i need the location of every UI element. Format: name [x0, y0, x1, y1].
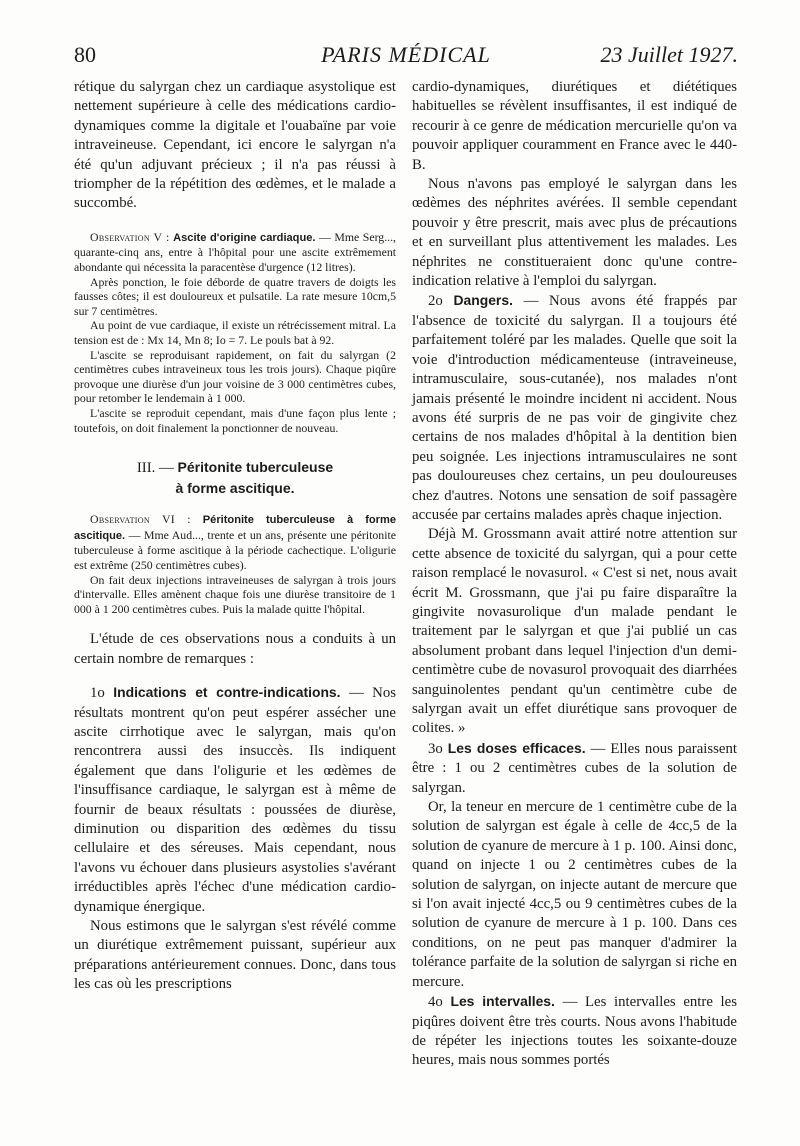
page-header	[74, 42, 738, 76]
point-2-title: Dangers.	[453, 292, 513, 309]
point-2-text: — Nous avons été frappés par l'absence de toxicité du salyrgan. Il a toujours été parfaitement toléré par les malades. Quelle que soit la voie d'introduction médicamenteuse (intraveineuse, intramusculaire, sous-cutanée), nos malades n'ont jamais présenté le moindre incident ni accident. Nous avons été surpris de ne pas voir de gingivite chez certains de nos malades d'hôpital à la dentition bien peu soignée. Les injections intramusculaires ne sont pas douloureuses chez certains, un peu douloureuses chez d'autres. Notons une sensation de soif passagère accusée par certains malades après chaque injection.	[412, 293, 737, 523]
point-3-number: 3o	[428, 740, 443, 757]
observation-6-intro	[74, 512, 396, 572]
page-number: 80	[74, 42, 96, 67]
section-3-subtitle: à forme ascitique.	[175, 480, 295, 497]
observation-5-para: L'ascite se reproduit cependant, mais d'une façon plus lente ; toutefois, on doit finalement la ponctionner de nouveau.	[74, 405, 396, 435]
point-4-title: Les intervalles.	[450, 993, 555, 1010]
observation-5-para: Après ponction, le foie déborde de quatre travers de doigts les fausses côtes; il est douloureux et pulsatile. La rate mesure 10cm,5 sur 7 centimètres.	[74, 274, 396, 318]
point-3-text: — Elles nous paraissent être : 1 ou 2 centimètres cubes de la solution de salyrgan.	[412, 740, 738, 796]
point-3-doses	[412, 739, 737, 798]
point-1-indications	[74, 683, 396, 917]
observation-6	[74, 512, 396, 616]
paragraph-remarques: L'étude de ces observations nous a conduits à un certain nombre de remarques :	[74, 631, 396, 667]
observation-5-para: Au point de vue cardiaque, il existe un rétrécissement mitral. La tension est de : Mx 14, Mn 8; Io = 7. Le pouls bat à 92.	[74, 318, 396, 347]
paragraph-continuation: cardio-dynamiques, diurétiques et diététiques habituelles se révèlent insuffisantes, il est indiqué de recourir à ce genre de médication mercurielle qu'on va pouvoir appliquer couramment en France avec le 440-B.	[412, 79, 737, 173]
left-column	[74, 78, 396, 995]
section-3-number: III. —	[136, 460, 174, 477]
observation-6-title: Péritonite tuberculeuse à forme ascitique.	[74, 514, 397, 542]
observation-5	[74, 230, 396, 435]
journal-title: PARIS MÉDICAL	[321, 42, 491, 67]
paragraph-teneur: Or, la teneur en mercure de 1 centimètre cube de la solution de salyrgan est égale à celle de 4cc,5 de la solution de cyanure de mercure à 1 p. 100. Ainsi donc, quand on injecte 1 ou 2 centimètres cubes de la solution de salyrgan, on injecte autant de mercure que si l'on avait injecté 4cc,5 ou 9 centimètres cubes de la solution de cyanure de mercure à 1 p. 100. Dans ces conditions, on ne peut pas manquer d'admirer la tolérance parfaite de la solution de salyrgan si riche en mercure.	[412, 799, 737, 990]
observation-5-title: Ascite d'origine cardiaque.	[173, 231, 316, 244]
paragraph-continuation: rétique du salyrgan chez un cardiaque asystolique est nettement supérieure à celle des médications cardio-dynamiques comme la digitale et l'ouabaïne par voie intraveineuse. Cependant, ici encore le salyrgan n'a été qu'un adjuvant précieux ; il n'a pas réussi à triompher de la répétition des œdèmes, et le malade a succombé.	[74, 79, 396, 212]
point-1-title: Indications et contre-indications.	[113, 684, 341, 701]
observation-5-text: — Mme Serg..., quarante-cinq ans, entre à l'hôpital pour une ascite extrêmement abondante qui nécessita la paracentèse d'urgence (12 litres).	[74, 229, 396, 275]
paragraph-grossmann: Déjà M. Grossmann avait attiré notre attention sur cette absence de toxicité du salyrgan, qui a pour cette raison remplacé le novasurol. « C'est si net, nous avait écrit M. Grossmann, que j'ai pu faire disparaître la gingivite novasurolique d'un malade pendant le traitement par le salyrgan et que j'ai publié un cas absolument probant dans lequel l'injection d'un demi-centimètre cube de novasurol provoquait des diarrhées sanguinolentes pendant qu'un centimètre cube de salyrgan avait un effet diurétique sans provoquer de colites. »	[412, 526, 737, 737]
point-4-intervalles	[412, 992, 737, 1071]
point-2-dangers	[412, 291, 737, 525]
observation-5-intro	[74, 230, 396, 275]
point-1-text: — Nos résultats montrent qu'on peut espérer assécher une ascite cirrhotique avec le salyrgan, mais qu'on rencontrera aussi des insuccès. Ils indiquent également que dans l'oligurie et les œdèmes de l'insuffisance cardiaque, le salyrgan est à même de fournir de beaux résultats : poussées de diurèse, diminution ou disparition des œdèmes du tissu cellulaire et des séreuses. Mais cependant, nous l'avons vu échouer dans plusieurs asystolies s'avérant irréductibles après l'échec d'une médication cardio-dynamique énergique.	[74, 685, 397, 915]
observation-5-label: Observation V :	[90, 229, 170, 244]
point-4-text: — Les intervalles entre les piqûres doivent être très courts. Nous avons l'habitude de répéter les injections toutes les soixante-douze heures, mais nous sommes portés	[412, 994, 737, 1069]
issue-date: 23 Juillet 1927.	[600, 42, 738, 67]
observation-6-para: On fait deux injections intraveineuses de salyrgan à trois jours d'intervalle. Elles amènent chaque fois une diurèse transitoire de 1 000 à 1 200 centimètres cubes. Puis la malade quitte l'hôpital.	[74, 572, 396, 616]
point-2-number: 2o	[428, 293, 443, 310]
observation-6-text: — Mme Aud..., trente et un ans, présente une péritonite tuberculeuse à forme ascitique à la période cachectique. L'oligurie est extrême (250 centimètres cubes).	[74, 527, 396, 572]
point-1-number: 1o	[90, 685, 105, 702]
section-3-heading	[74, 457, 396, 498]
observation-6-label: Observation VI :	[90, 512, 191, 527]
right-column	[412, 78, 737, 1071]
paragraph-nephrites: Nous n'avons pas employé le salyrgan dans les œdèmes des néphrites avérées. Il semble cependant pouvoir y être prescrit, mais avec plus de précautions et en surveillant plus attentivement les malades. Les néphrites ne constitueraient donc qu'une contre-indication relative à l'emploi du salyrgan.	[412, 176, 737, 290]
point-4-number: 4o	[428, 994, 443, 1011]
section-3-title: Péritonite tuberculeuse	[177, 459, 334, 476]
observation-5-para: L'ascite se reproduisant rapidement, on fait du salyrgan (2 centimètres cubes intraveineux tous les trois jours). Chaque piqûre provoque une diurèse d'un jour voisine de 3 000 centimètres cubes, pour retomber le lendemain à 1 000.	[74, 347, 396, 406]
paragraph-estimons: Nous estimons que le salyrgan s'est révélé comme un diurétique extrêmement puissant, supérieur aux préparations antérieurement connues. Donc, dans tous les cas où les prescriptions	[74, 918, 396, 993]
point-3-title: Les doses efficaces.	[447, 739, 586, 756]
